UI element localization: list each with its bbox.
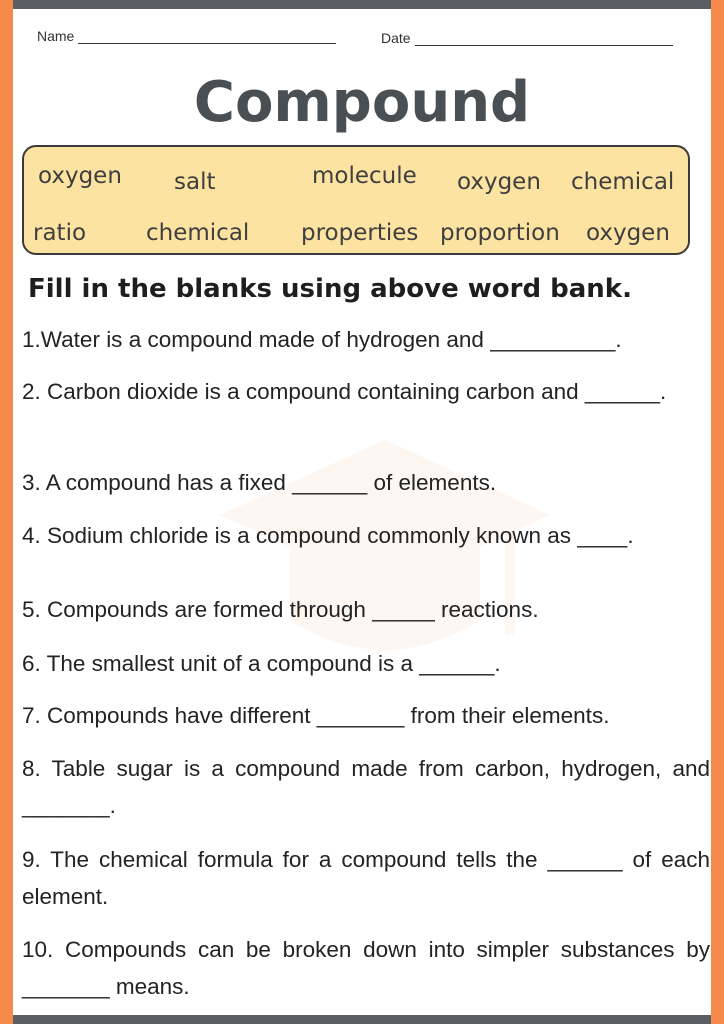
right-border (711, 0, 724, 1024)
word-bank-word: oxygen (457, 169, 541, 195)
word-bank (22, 145, 690, 255)
question-1: 1.Water is a compound made of hydrogen and __________. (22, 327, 622, 352)
question-7: 7. Compounds have different _______ from their elements. (22, 703, 610, 728)
word-bank-word: properties (301, 220, 419, 246)
instructions: Fill in the blanks using above word bank. (28, 274, 632, 304)
question-4: 4. Sodium chloride is a compound commonly known as ____. (22, 523, 634, 548)
date-label: Date (381, 30, 411, 46)
word-bank-word: proportion (440, 220, 560, 246)
question-3: 3. A compound has a fixed ______ of elements. (22, 470, 497, 495)
word-bank-word: molecule (312, 163, 417, 189)
question-8: 8. Table sugar is a compound made from carbon, hydrogen, and _______. (22, 756, 710, 818)
question-6: 6. The smallest unit of a compound is a ______. (22, 651, 501, 676)
name-label: Name (37, 28, 75, 44)
word-bank-word: salt (174, 169, 216, 195)
top-border (0, 0, 724, 9)
date-field[interactable] (381, 30, 673, 46)
question-5: 5. Compounds are formed through _____ reactions. (22, 597, 539, 622)
word-bank-word: oxygen (38, 163, 122, 189)
bottom-border (0, 1015, 724, 1024)
question-9: 9. The chemical formula for a compound tells the ______ of each element. (22, 847, 710, 909)
name-field[interactable] (37, 28, 336, 44)
question-2: 2. Carbon dioxide is a compound containing carbon and ______. (22, 379, 667, 404)
word-bank-word: oxygen (586, 220, 670, 246)
word-bank-word: chemical (146, 220, 250, 246)
left-border (0, 0, 13, 1024)
question-10: 10. Compounds can be broken down into simpler substances by _______ means. (22, 937, 710, 999)
word-bank-word: chemical (571, 169, 675, 195)
name-line[interactable] (78, 29, 336, 44)
page-title: Compound (193, 70, 531, 135)
date-line[interactable] (415, 31, 673, 46)
word-bank-word: ratio (33, 220, 87, 246)
